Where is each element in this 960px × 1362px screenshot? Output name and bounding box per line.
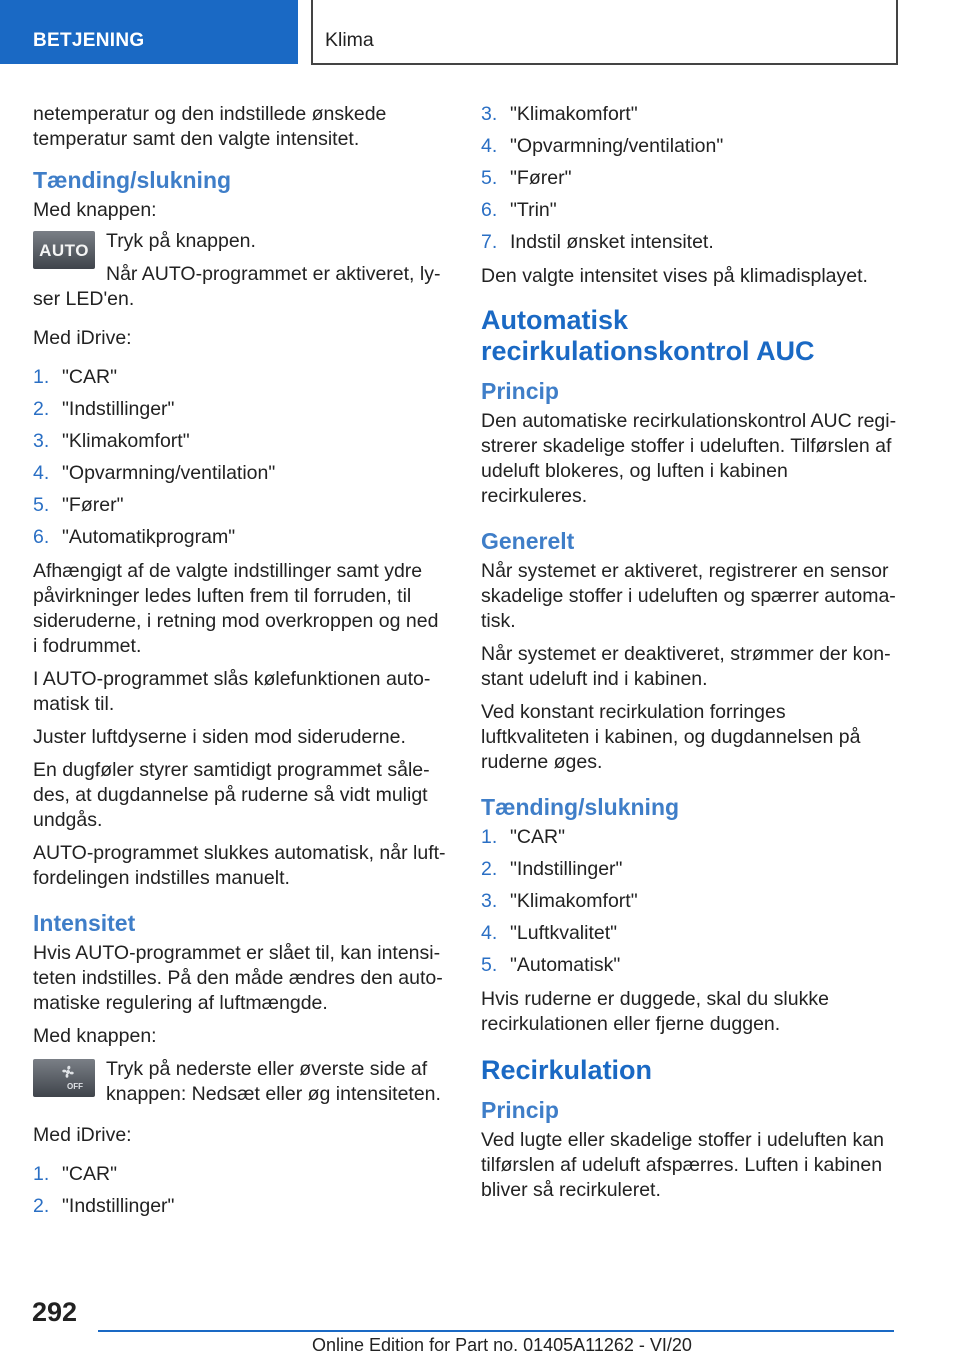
heading-principle: Princip — [481, 1097, 559, 1123]
list-item: 1. "CAR" — [33, 366, 118, 388]
heading-on-off: Tænding/slukning — [481, 794, 680, 820]
auto-button-instruction — [33, 229, 447, 312]
general-paragraph: Når systemet er deaktiveret, strømmer der konstant udeluft ind i kabinen. — [481, 643, 891, 690]
with-button-label: Med knappen: — [33, 199, 157, 221]
list-item: 5. "Automatisk" — [481, 954, 621, 976]
paragraph: En dugføler styrer samtidigt programmet således, at dugdannelse på ruderne så vidt muligt undgås. — [33, 759, 430, 831]
with-button-label: Med knappen: — [33, 1025, 157, 1047]
idrive-steps-list — [33, 365, 447, 553]
auc-steps-list — [481, 825, 897, 981]
idrive-steps-list — [33, 1162, 447, 1226]
left-column — [33, 102, 447, 1232]
list-item: 6. "Trin" — [481, 199, 557, 221]
page-number: 292 — [32, 1297, 78, 1327]
general-paragraph: Når systemet er aktiveret, registrerer en sensor skadelige stoffer i udeluften og spærrer automatisk. — [481, 560, 896, 632]
list-item: 2. "Indstillinger" — [33, 1195, 175, 1217]
list-item: 4. "Opvarmning/ventilation" — [481, 135, 724, 157]
heading-principle: Princip — [481, 378, 559, 404]
list-item: 1. "CAR" — [33, 1163, 118, 1185]
intro-paragraph: netemperatur og den indstillede ønskede temperatur samt den valgte intensitet. — [33, 103, 387, 150]
idrive-steps-list-cont — [481, 102, 897, 258]
heading-recirculation: Recirkulation — [481, 1055, 653, 1085]
general-paragraph: Ved konstant recirkulation forringes luftkvaliteten i kabinen, og dugdannelsen på ruderne øges. — [481, 701, 861, 773]
list-item: 4. "Opvarmning/ventilation" — [33, 462, 276, 484]
paragraph: Afhængigt af de valgte indstillinger samt ydre påvirkninger ledes luften frem til forruden, til sideruderne, i retning mod overkroppen og ned i fodrummet. — [33, 560, 439, 657]
list-item: 2. "Indstillinger" — [481, 858, 623, 880]
list-item: 3. "Klimakomfort" — [481, 890, 638, 912]
list-item: 5. "Fører" — [33, 494, 124, 516]
list-item: 1. "CAR" — [481, 826, 566, 848]
fogged-paragraph: Hvis ruderne er duggede, skal du slukke recirkulationen eller fjerne duggen. — [481, 988, 829, 1035]
footer-divider — [98, 1330, 894, 1332]
list-item: 2. "Indstillinger" — [33, 398, 175, 420]
heading-general: Generelt — [481, 528, 575, 554]
list-item: 5. "Fører" — [481, 167, 572, 189]
list-item: 7. Indstil ønsket intensitet. — [481, 231, 714, 253]
fan-button-icon — [33, 1059, 95, 1097]
list-item: 3. "Klimakomfort" — [481, 103, 638, 125]
topic-box — [311, 0, 898, 65]
with-idrive-label: Med iDrive: — [33, 327, 132, 349]
heading-auc: Automatisk recirkulationskontrol AUC — [481, 305, 815, 366]
led-text: Når AUTO-programmet er aktiveret, lyser LED'en. — [33, 263, 441, 310]
heading-on-off: Tænding/slukning — [33, 167, 232, 193]
recirc-principle-paragraph: Ved lugte eller skadelige stoffer i udeluften kan tilførslen af udeluft afspærres. Luften i kabinen bliver så recirkuleret. — [481, 1129, 884, 1201]
intensity-shown-text: Den valgte intensitet vises på klimadisplayet. — [481, 265, 868, 287]
topic-label: Klima — [325, 29, 374, 51]
paragraph: Juster luftdyserne i siden mod sideruderne. — [33, 726, 406, 748]
list-item: 4. "Luftkvalitet" — [481, 922, 618, 944]
section-tab — [0, 0, 298, 64]
intensity-paragraph: Hvis AUTO-programmet er slået til, kan intensiteten indstilles. På den måde ændres den automatiske regulering af luftmængde. — [33, 942, 443, 1014]
paragraph: AUTO-programmet slukkes automatisk, når luftfordelingen indstilles manuelt. — [33, 842, 446, 889]
auto-button-icon — [33, 231, 95, 269]
list-item: 3. "Klimakomfort" — [33, 430, 190, 452]
edition-text: Online Edition for Part no. 01405A11262 - VI/20 — [312, 1335, 692, 1355]
page-header — [0, 0, 960, 66]
paragraph: I AUTO-programmet slås kølefunktionen automatisk til. — [33, 668, 431, 715]
list-item: 6. "Automatikprogram" — [33, 526, 236, 548]
svg-text:OFF: OFF — [67, 1082, 83, 1091]
press-button-text: Tryk på knappen. — [106, 230, 256, 252]
heading-intensity: Intensitet — [33, 910, 136, 936]
fan-off-icon — [33, 1059, 95, 1097]
auc-principle-paragraph: Den automatiske recirkulationskontrol AUC registrerer skadelige stoffer i udeluften. Tilførslen af udeluft blokeres, og luften i kabinen recirkuleres. — [481, 410, 897, 507]
section-label: BETJENING — [33, 30, 145, 51]
auto-icon-text: AUTO — [39, 241, 89, 260]
fan-button-instruction — [33, 1057, 447, 1107]
with-idrive-label: Med iDrive: — [33, 1124, 132, 1146]
fan-press-text: Tryk på nederste eller øverste side af knappen: Nedsæt eller øg intensiteten. — [106, 1058, 441, 1105]
right-column — [481, 102, 897, 1211]
